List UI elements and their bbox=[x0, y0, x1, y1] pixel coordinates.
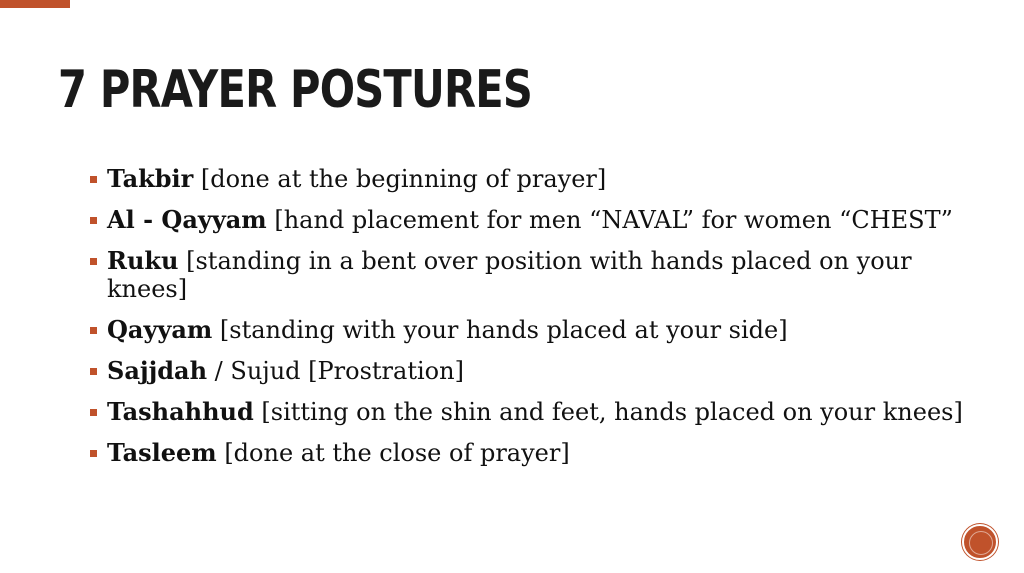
bullet-square-icon bbox=[90, 409, 97, 416]
slide-nav-button[interactable] bbox=[962, 524, 998, 560]
bullet-term: Ruku bbox=[107, 246, 179, 275]
bullet-square-icon bbox=[90, 327, 97, 334]
slide-title: 7 PRAYER POSTURES bbox=[58, 60, 533, 120]
bullet-term: Qayyam bbox=[107, 315, 213, 344]
bullet-list bbox=[90, 165, 980, 480]
bullet-term: Tashahhud bbox=[107, 397, 254, 426]
bullet-description: [done at the beginning of prayer] bbox=[193, 165, 607, 193]
bullet-description: [sitting on the shin and feet, hands placed on your knees] bbox=[253, 398, 963, 426]
bullet-description: [done at the close of prayer] bbox=[216, 439, 570, 467]
list-item bbox=[90, 398, 980, 426]
bullet-term: Takbir bbox=[107, 164, 194, 193]
bullet-description: / Sujud [Prostration] bbox=[207, 357, 464, 385]
bullet-term: Al - Qayyam bbox=[107, 205, 267, 234]
list-item bbox=[90, 316, 980, 344]
list-item bbox=[90, 357, 980, 385]
bullet-description: [standing with your hands placed at your side] bbox=[212, 316, 788, 344]
bullet-term: Sajjdah bbox=[107, 356, 208, 385]
bullet-square-icon bbox=[90, 368, 97, 375]
bullet-square-icon bbox=[90, 217, 97, 224]
bullet-term: Tasleem bbox=[107, 438, 217, 467]
accent-bar bbox=[0, 0, 70, 8]
bullet-description: [standing in a bent over position with hands placed on your knees] bbox=[107, 247, 912, 303]
list-item bbox=[90, 206, 980, 234]
circle-icon bbox=[969, 531, 993, 555]
list-item bbox=[90, 247, 980, 303]
bullet-square-icon bbox=[90, 450, 97, 457]
bullet-square-icon bbox=[90, 258, 97, 265]
bullet-description: [hand placement for men “NAVAL” for women “CHEST” bbox=[266, 206, 953, 234]
list-item bbox=[90, 165, 980, 193]
list-item bbox=[90, 439, 980, 467]
bullet-square-icon bbox=[90, 176, 97, 183]
